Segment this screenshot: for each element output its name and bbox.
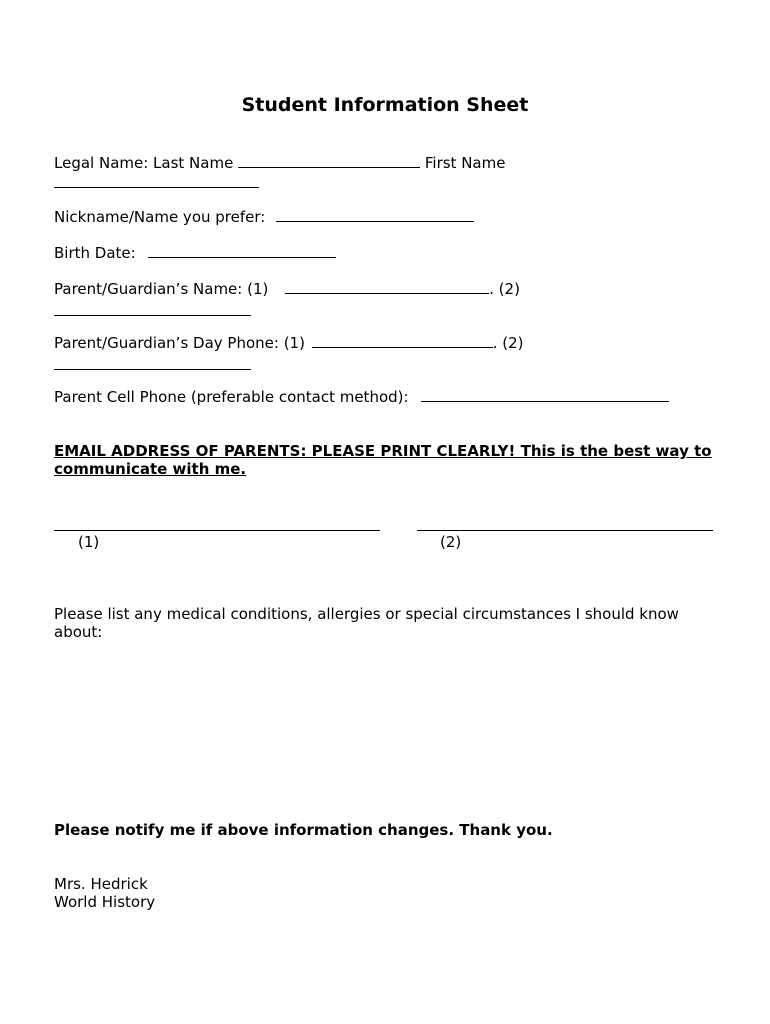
birth-date-input[interactable]: [148, 244, 336, 258]
birth-date-label: Birth Date:: [54, 244, 136, 262]
last-name-label: Legal Name: Last Name: [54, 154, 234, 172]
email-2-input[interactable]: [417, 530, 713, 531]
notify-text: Please notify me if above information changes. Thank you.: [54, 821, 553, 839]
day-phone-row: [54, 334, 524, 352]
parent-name-label: Parent/Guardian’s Name: (1): [54, 280, 269, 298]
parent-name-row: [54, 280, 520, 298]
day-phone-label: Parent/Guardian’s Day Phone: (1): [54, 334, 305, 352]
teacher-name: Mrs. Hedrick: [54, 875, 148, 893]
course-name: World History: [54, 893, 156, 911]
email-heading: EMAIL ADDRESS OF PARENTS: PLEASE PRINT CLEARLY! This is the best way to communicate with me.: [54, 442, 712, 478]
cell-phone-input[interactable]: [421, 388, 669, 402]
birth-date-row: [54, 244, 336, 262]
nickname-row: [54, 208, 474, 226]
last-name-input[interactable]: [238, 154, 420, 168]
parent-name-2-input[interactable]: [54, 315, 251, 316]
cell-phone-row: [54, 388, 669, 406]
email-1-input[interactable]: [54, 530, 380, 531]
nickname-input[interactable]: [276, 208, 474, 222]
day-phone-2-input[interactable]: [54, 369, 251, 370]
cell-phone-label: Parent Cell Phone (preferable contact method):: [54, 388, 409, 406]
email-2-label: (2): [440, 533, 462, 551]
parent-name-1-input[interactable]: [285, 280, 489, 294]
email-1-label: (1): [78, 533, 100, 551]
nickname-label: Nickname/Name you prefer:: [54, 208, 266, 226]
medical-prompt: Please list any medical conditions, allergies or special circumstances I should know about:: [54, 605, 679, 641]
first-name-input[interactable]: [54, 187, 259, 188]
page-title: Student Information Sheet: [241, 94, 529, 116]
first-name-label: First Name: [424, 154, 506, 172]
parent-name-2-label: . (2): [489, 280, 520, 298]
medical-response-area[interactable]: [54, 650, 714, 810]
day-phone-2-label: . (2): [492, 334, 524, 352]
day-phone-1-input[interactable]: [312, 334, 493, 348]
legal-name-row: [54, 154, 505, 172]
